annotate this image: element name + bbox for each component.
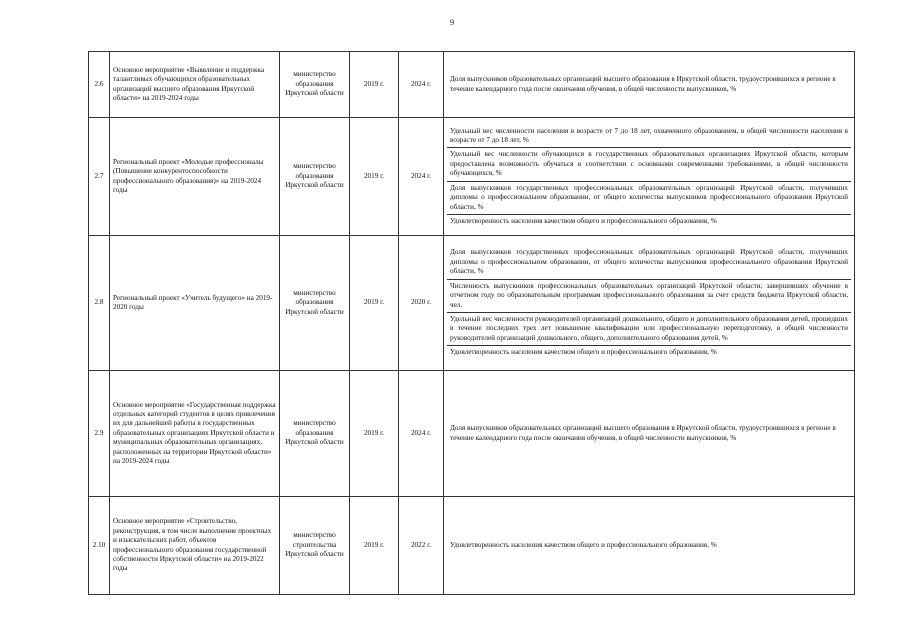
row-number: 2.9 bbox=[89, 371, 110, 497]
measure-title: Региональный проект «Учитель будущего» на 2019-2020 годы bbox=[110, 236, 280, 371]
start-year: 2019 г. bbox=[350, 371, 399, 497]
responsible-executor: министерство образования Иркутской области bbox=[280, 236, 350, 371]
indicator: Удельный вес численности обучающихся в государственных образовательных организациях Иркутской области, которым предоставлена возможность обучаться в соответствии с основными современными требованиями, в общей численности обучающихся, % bbox=[447, 148, 851, 181]
indicator: Доля выпускников образовательных организаций высшего образования в Иркутской области, трудоустроившихся в регионе в течение календарного года после окончания обучения, в общей численности выпускников, % bbox=[450, 75, 836, 93]
table-row bbox=[89, 371, 855, 497]
indicator: Доля выпускников образовательных организаций высшего образования в Иркутской области, трудоустроившихся в регионе в течение календарного года после окончания обучения, в общей численности выпускников, % bbox=[450, 424, 836, 442]
row-number: 2.6 bbox=[89, 52, 110, 118]
indicators-cell bbox=[444, 118, 855, 236]
responsible-executor: министерство строительства Иркутской области bbox=[280, 497, 350, 595]
start-year: 2019 г. bbox=[350, 118, 399, 236]
responsible-executor: министерство образования Иркутской области bbox=[280, 118, 350, 236]
start-year: 2019 г. bbox=[350, 497, 399, 595]
start-year: 2019 г. bbox=[350, 236, 399, 371]
row-number: 2.7 bbox=[89, 118, 110, 236]
row-number: 2.8 bbox=[89, 236, 110, 371]
indicator: Доля выпускников государственных профессиональных образовательных организаций Иркутской области, получивших дипломы о профессиональном образовании, от общего количества выпускников профессионального образования Иркутской области, % bbox=[447, 182, 851, 215]
indicator: Удельный вес численности руководителей организаций дошкольного, общего и дополнительного образования детей, прошедших в течение последних трех лет повышение квалификации или профессиональную переподготовку, в общей численности руководителей организаций дошкольного, общего, дополнительного образования детей, % bbox=[447, 313, 851, 346]
table-row bbox=[89, 236, 855, 371]
indicators-cell bbox=[444, 236, 855, 371]
indicator: Доля выпускников государственных профессиональных образовательных организаций Иркутской области, получивших дипломы о профессиональном образовании, от общего количества выпускников профессионального образования Иркутской области, % bbox=[447, 246, 851, 279]
end-year: 2024 г. bbox=[399, 118, 444, 236]
responsible-executor: министерство образования Иркутской области bbox=[280, 371, 350, 497]
program-table bbox=[88, 51, 855, 595]
end-year: 2020 г. bbox=[399, 236, 444, 371]
indicator: Удовлетворенность населения качеством общего и профессионального образования, % bbox=[450, 348, 717, 357]
page-number: 9 bbox=[450, 18, 454, 27]
end-year: 2022 г. bbox=[399, 497, 444, 595]
indicator: Удельный вес численности населения в возрасте от 7 до 18 лет, охваченного образованием, в общей численности населения в возрасте от 7 до 18 лет, % bbox=[447, 125, 851, 149]
table-row bbox=[89, 497, 855, 595]
end-year: 2024 г. bbox=[399, 371, 444, 497]
table-row bbox=[89, 118, 855, 236]
measure-title: Основное мероприятие «Государственная поддержка отдельных категорий студентов в целях привлечения их для дальнейшей работы в государственных образовательных организациях Иркутской области и муниципальных образовательных организациях, расположенных на территории Иркутской области» на 2019-2024 годы bbox=[110, 371, 280, 497]
indicator: Удовлетворенность населения качеством общего и профессионального образования, % bbox=[450, 540, 717, 549]
measure-title: Основное мероприятие «Выявление и поддержка талантливых обучающихся образовательных организаций высшего образования Иркутской области» на 2019-2024 годы bbox=[110, 52, 280, 118]
indicators-cell bbox=[444, 497, 855, 595]
indicators-cell bbox=[444, 52, 855, 118]
responsible-executor: министерство образования Иркутской области bbox=[280, 52, 350, 118]
table-row bbox=[89, 52, 855, 118]
measure-title: Основное мероприятие «Строительство, реконструкция, в том числе выполнение проектных и изыскательских работ, объектов профессионального образования государственной собственности Иркутской области» на 2019-2022 годы bbox=[110, 497, 280, 595]
indicator: Удовлетворенность населения качеством общего и профессионального образования, % bbox=[450, 216, 717, 225]
indicator: Численность выпускников профессиональных образовательных организаций Иркутской области, завершивших обучение в отчетном году по образовательным программам профессионального образования за счет средств бюджета Иркутской области, чел. bbox=[447, 280, 851, 313]
indicators-cell bbox=[444, 371, 855, 497]
start-year: 2019 г. bbox=[350, 52, 399, 118]
row-number: 2.10 bbox=[89, 497, 110, 595]
measure-title: Региональный проект «Молодые профессионалы (Повышение конкурентоспособности профессионального образования)» на 2019-2024 годы bbox=[110, 118, 280, 236]
end-year: 2024 г. bbox=[399, 52, 444, 118]
